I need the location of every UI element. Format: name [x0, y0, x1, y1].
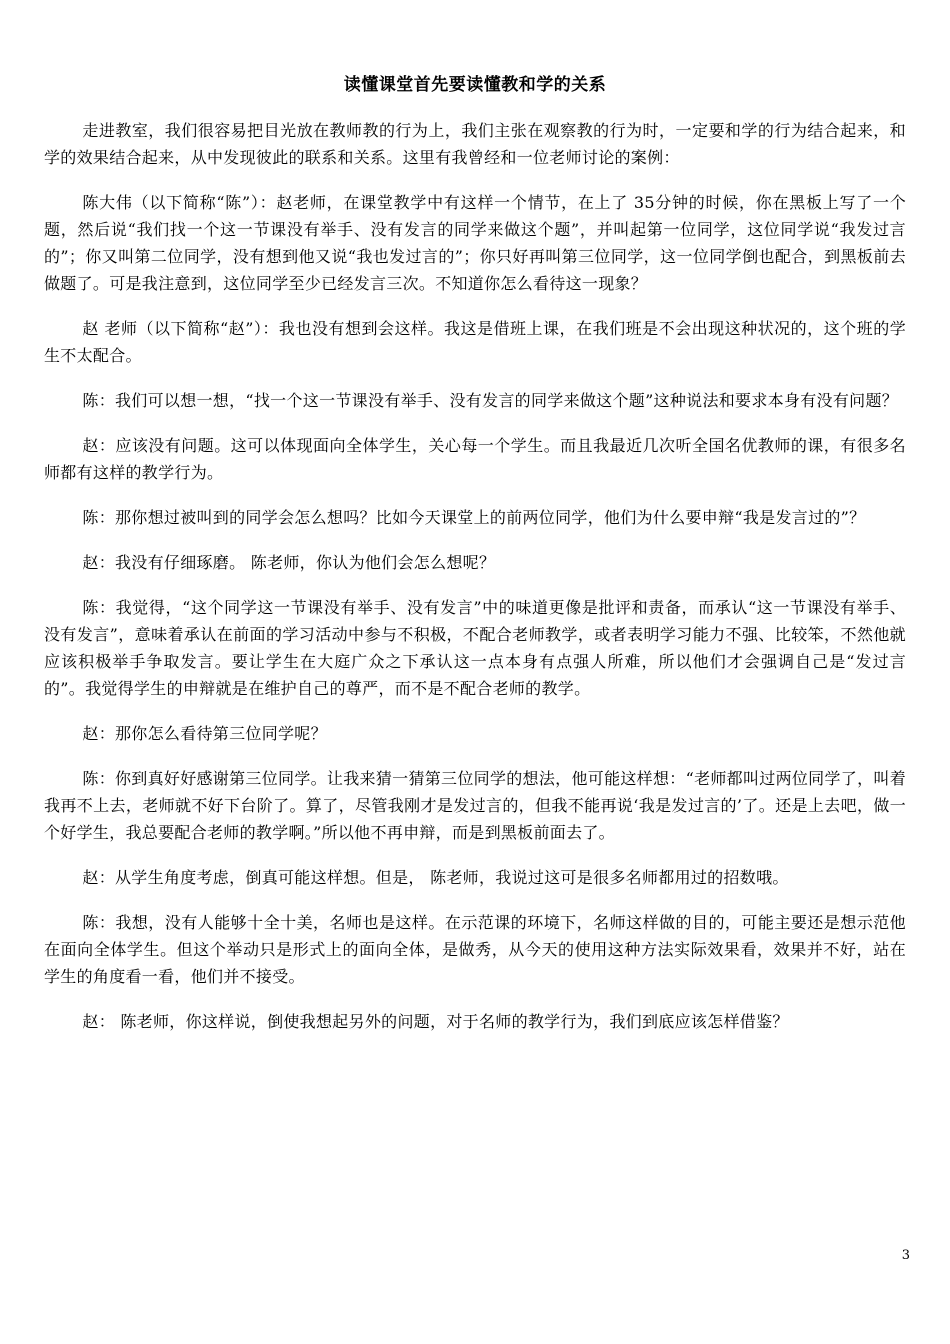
- paragraph-dialogue: 陈：我们可以想一想，“找一个这一节课没有举手、没有发言的同学来做这个题”这种说法和要求本身有没有问题？: [82, 391, 899, 410]
- document-body: [44, 117, 906, 1053]
- page-number: 3: [901, 1248, 910, 1263]
- paragraph-intro: 走进教室，我们很容易把目光放在教师教的行为上，我们主张在观察教的行为时，一定要和学的行为结合起来，和学的效果结合起来，从中发现彼此的联系和关系。这里有我曾经和一位老师讨论的案例：: [44, 121, 906, 167]
- paragraph-dialogue: 赵：我没有仔细琢磨。 陈老师，你认为他们会怎么想呢？: [82, 553, 496, 572]
- paragraph-dialogue: 赵 老师（以下简称“赵”）：我也没有想到会这样。我这是借班上课，在我们班是不会出现这种状况的，这个班的学生不太配合。: [44, 319, 906, 365]
- paragraph-dialogue: 赵：那你怎么看待第三位同学呢？: [82, 724, 327, 743]
- paragraph-dialogue: 陈：你到真好好感谢第三位同学。让我来猜一猜第三位同学的想法，他可能这样想：“老师都叫过两位同学了，叫着我再不上去，老师就不好下台阶了。算了，尽管我刚才是发过言的，但我不能再说‘我是发过言的’了。还是上去吧，做一个好学生，我总要配合老师的教学啊。”所以他不再申辩，而是到黑板前面去了。: [44, 769, 906, 842]
- paragraph-dialogue: 赵：应该没有问题。这可以体现面向全体学生，关心每一个学生。而且我最近几次听全国名优教师的课，有很多名师都有这样的教学行为。: [44, 436, 906, 482]
- paragraph-dialogue: 陈大伟（以下简称“陈”）：赵老师，在课堂教学中有这样一个情节，在上了 35分钟的时候，你在黑板上写了一个题，然后说“我们找一个这一节课没有举手、没有发言的同学来做这个题”，并叫起第一位同学，这位同学说“我发过言的”；你又叫第二位同学，没有想到他又说“我也发过言的”；你只好再叫第三位同学，这一位同学倒也配合，到黑板前去做题了。可是我注意到，这位同学至少已经发言三次。不知道你怎么看待这一现象？: [44, 193, 906, 293]
- paragraph-dialogue: 陈：我想，没有人能够十全十美，名师也是这样。在示范课的环境下，名师这样做的目的，可能主要还是想示范他在面向全体学生。但这个举动只是形式上的面向全体，是做秀，从今天的使用这种方法实际效果看，效果并不好，站在学生的角度看一看，他们并不接受。: [44, 913, 906, 986]
- paragraph-dialogue: 赵： 陈老师，你这样说，倒使我想起另外的问题，对于名师的教学行为，我们到底应该怎样借鉴？: [82, 1012, 789, 1031]
- paragraph-dialogue: 陈：那你想过被叫到的同学会怎么想吗？比如今天课堂上的前两位同学，他们为什么要申辩“我是发言过的”？: [82, 508, 866, 527]
- page-title: 读懂课堂首先要读懂教和学的关系: [343, 75, 607, 95]
- paragraph-dialogue: 陈：我觉得，“这个同学这一节课没有举手、没有发言”中的味道更像是批评和责备，而承认“这一节课没有举手、没有发言”，意味着承认在前面的学习活动中参与不积极，不配合老师教学，或者表明学习能力不强、比较笨，不然他就应该积极举手争取发言。要让学生在大庭广众之下承认这一点本身有点强人所难，所以他们才会强调自己是“发过言的”。我觉得学生的申辩就是在维护自己的尊严，而不是不配合老师的教学。: [44, 598, 906, 698]
- paragraph-dialogue: 赵：从学生角度考虑，倒真可能这样想。但是， 陈老师，我说过这可是很多名师都用过的招数哦。: [82, 868, 789, 887]
